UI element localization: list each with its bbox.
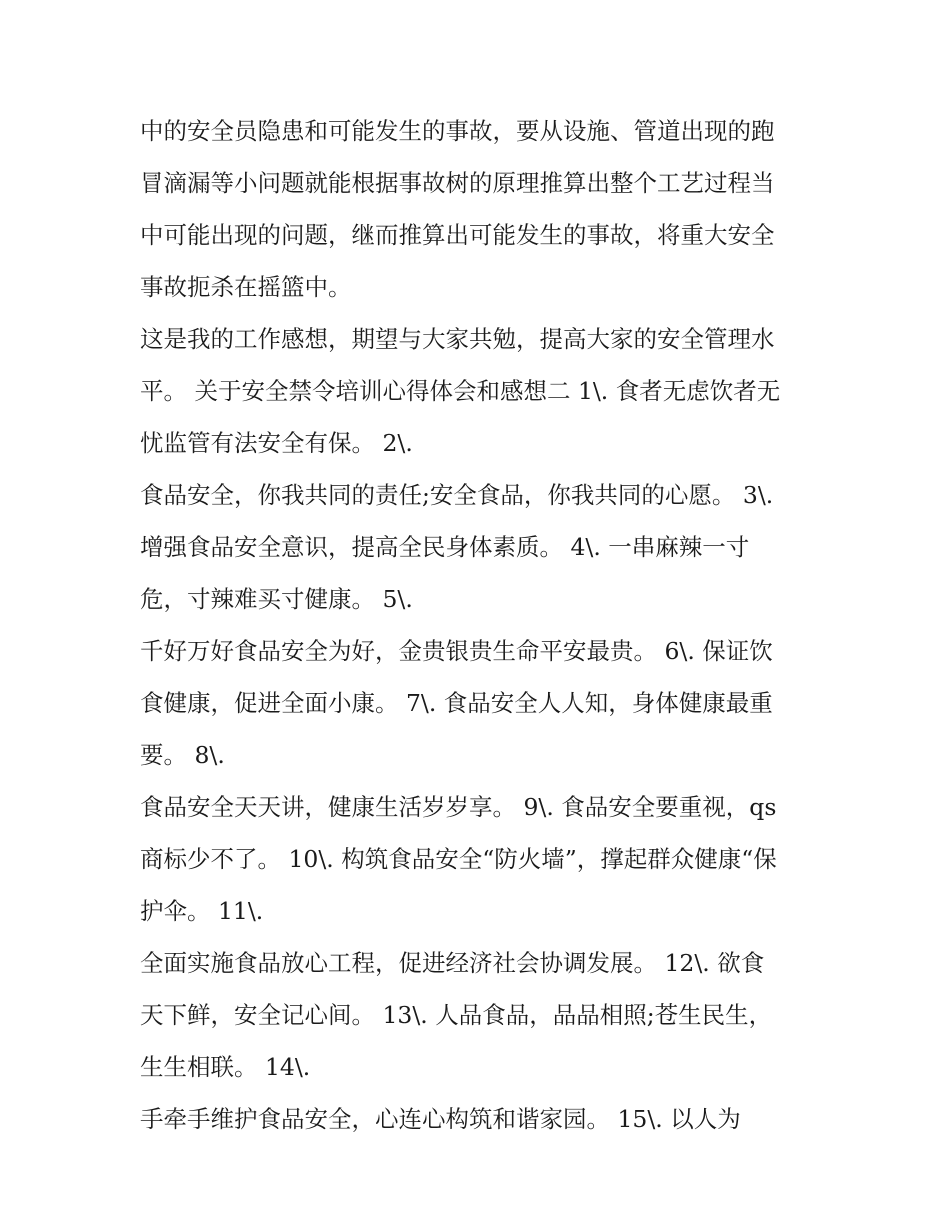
document-body xyxy=(140,112,820,1152)
text-line: 食品安全，你我共同的责任;安全食品，你我共同的心愿。 3\. xyxy=(140,481,774,509)
text-line: 增强食品安全意识，提高全民身体素质。 4\. 一串麻辣一寸 xyxy=(140,533,750,561)
text-line: 这是我的工作感想，期望与大家共勉，提高大家的安全管理水 xyxy=(140,325,775,353)
text-line: 事故扼杀在摇篮中。 xyxy=(140,273,352,301)
text-line: 中的安全员隐患和可能发生的事故，要从设施、管道出现的跑 xyxy=(140,117,775,145)
text-line: 千好万好食品安全为好，金贵银贵生命平安最贵。 6\. 保证饮 xyxy=(140,637,773,665)
text-line: 食健康，促进全面小康。 7\. 食品安全人人知，身体健康最重 xyxy=(140,689,773,717)
text-line: 中可能出现的问题，继而推算出可能发生的事故，将重大安全 xyxy=(140,221,775,249)
text-line: 天下鲜，安全记心间。 13\. 人品食品，品品相照;苍生民生， xyxy=(140,1001,773,1029)
text-line: 生生相联。 14\. xyxy=(140,1053,311,1081)
text-line: 忧监管有法安全有保。 2\. xyxy=(140,429,413,457)
text-line: 全面实施食品放心工程，促进经济社会协调发展。 12\. 欲食 xyxy=(140,949,765,977)
text-line: 手牵手维护食品安全，心连心构筑和谐家园。 15\. 以人为 xyxy=(140,1105,741,1133)
text-line: 冒滴漏等小问题就能根据事故树的原理推算出整个工艺过程当 xyxy=(140,169,775,197)
text-line: 食品安全天天讲，健康生活岁岁享。 9\. 食品安全要重视，qs xyxy=(140,793,777,821)
text-line: 护伞。 11\. xyxy=(140,897,264,925)
text-line: 平。 关于安全禁令培训心得体会和感想二 1\. 食者无虑饮者无 xyxy=(140,377,781,405)
text-line: 要。 8\. xyxy=(140,741,225,769)
text-line: 商标少不了。 10\. 构筑食品安全“防火墙”，撑起群众健康“保 xyxy=(140,845,777,873)
text-line: 危，寸辣难买寸健康。 5\. xyxy=(140,585,413,613)
